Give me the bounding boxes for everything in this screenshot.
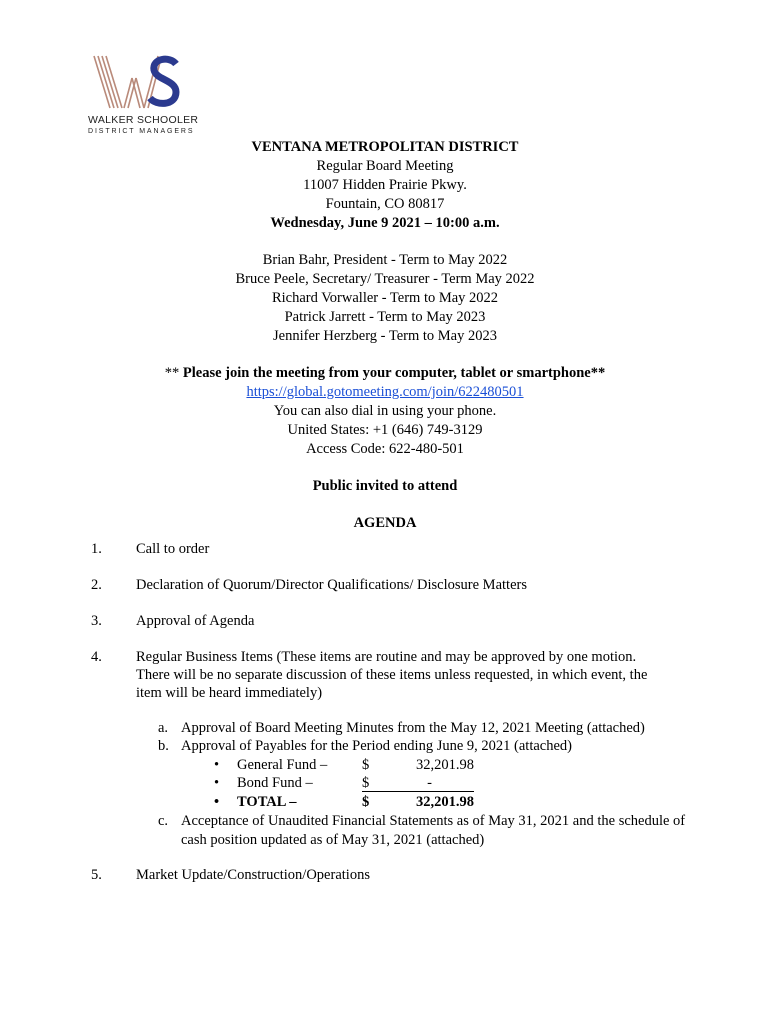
meeting-type: Regular Board Meeting — [316, 158, 454, 174]
board-member: Patrick Jarrett - Term to May 2023 — [284, 309, 486, 325]
ws-logo-mark — [88, 52, 188, 112]
board-member: Jennifer Herzberg - Term to May 2023 — [273, 328, 497, 344]
fund-currency: $ — [362, 775, 370, 791]
agenda-item-text: Approval of Agenda — [136, 613, 255, 629]
fund-currency: $ — [362, 794, 370, 810]
fund-currency: $ — [362, 757, 370, 773]
sub-item-letter: b. — [158, 738, 169, 754]
sub-item-text: Approval of Payables for the Period ending June 9, 2021 (attached) — [181, 738, 572, 754]
logo-line-1: WALKER SCHOOLER — [88, 114, 199, 126]
agenda-item-text: Market Update/Construction/Operations — [136, 867, 370, 883]
public-note: Public invited to attend — [312, 478, 458, 494]
fund-row-total — [214, 793, 484, 811]
company-logo — [88, 52, 199, 142]
agenda-item-number: 2. — [91, 577, 102, 593]
agenda-item-text: Regular Business Items (These items are routine and may be approved by one motion. There will be no separate discussion of these items unless requested, in which event, the item will be heard immediately) — [136, 649, 648, 701]
bullet-icon: • — [214, 775, 220, 791]
agenda-item-text: Declaration of Quorum/Director Qualifications/ Disclosure Matters — [136, 577, 527, 593]
agenda-item-text: Call to order — [136, 541, 210, 557]
agenda-item-number: 5. — [91, 867, 102, 883]
agenda-title: AGENDA — [353, 515, 417, 531]
fund-label: TOTAL – — [237, 794, 297, 810]
remote-join-text: Please join the meeting from your computer, tablet or smartphone** — [182, 365, 606, 381]
agenda-item-number: 4. — [91, 649, 102, 665]
sub-item-letter: c. — [158, 813, 169, 829]
fund-amount: 32,201.98 — [416, 757, 474, 773]
agenda-item-number: 3. — [91, 613, 102, 629]
fund-label: Bond Fund – — [237, 775, 313, 791]
address-line-2: Fountain, CO 80817 — [325, 196, 445, 212]
bullet-icon: • — [214, 757, 220, 773]
board-member: Brian Bahr, President - Term to May 2022 — [262, 252, 508, 268]
district-name: VENTANA METROPOLITAN DISTRICT — [251, 139, 519, 155]
sub-item-text: Acceptance of Unaudited Financial Statements as of May 31, 2021 and the schedule of cash position updated as of May 31, 2021 (attached) — [181, 813, 686, 848]
access-code: Access Code: 622-480-501 — [306, 441, 464, 457]
agenda-item-number: 1. — [91, 541, 102, 557]
dial-in-text: You can also dial in using your phone. — [273, 403, 497, 419]
logo-line-2: DISTRICT MANAGERS — [88, 128, 195, 135]
sub-item-text: Approval of Board Meeting Minutes from the May 12, 2021 Meeting (attached) — [181, 720, 645, 736]
fund-amount: 32,201.98 — [416, 794, 474, 810]
sub-item-letter: a. — [158, 720, 169, 736]
meeting-datetime: Wednesday, June 9 2021 – 10:00 a.m. — [270, 215, 500, 231]
meeting-link[interactable]: https://global.gotomeeting.com/join/622480501 — [246, 384, 524, 400]
bullet-icon: • — [214, 794, 220, 810]
dial-in-phone: United States: +1 (646) 749-3129 — [287, 422, 483, 438]
meeting-header — [0, 138, 770, 533]
fund-row — [214, 774, 484, 792]
subtotal-underline — [362, 791, 474, 792]
board-member: Bruce Peele, Secretary/ Treasurer - Term May 2022 — [235, 271, 535, 287]
address-line-1: 11007 Hidden Prairie Pkwy. — [303, 177, 467, 193]
remote-join-line — [0, 364, 770, 383]
fund-amount: - — [427, 775, 432, 791]
fund-label: General Fund – — [237, 757, 328, 773]
remote-join-prefix: ** — [164, 365, 183, 381]
board-member: Richard Vorwaller - Term to May 2022 — [271, 290, 499, 306]
fund-row — [214, 756, 484, 774]
